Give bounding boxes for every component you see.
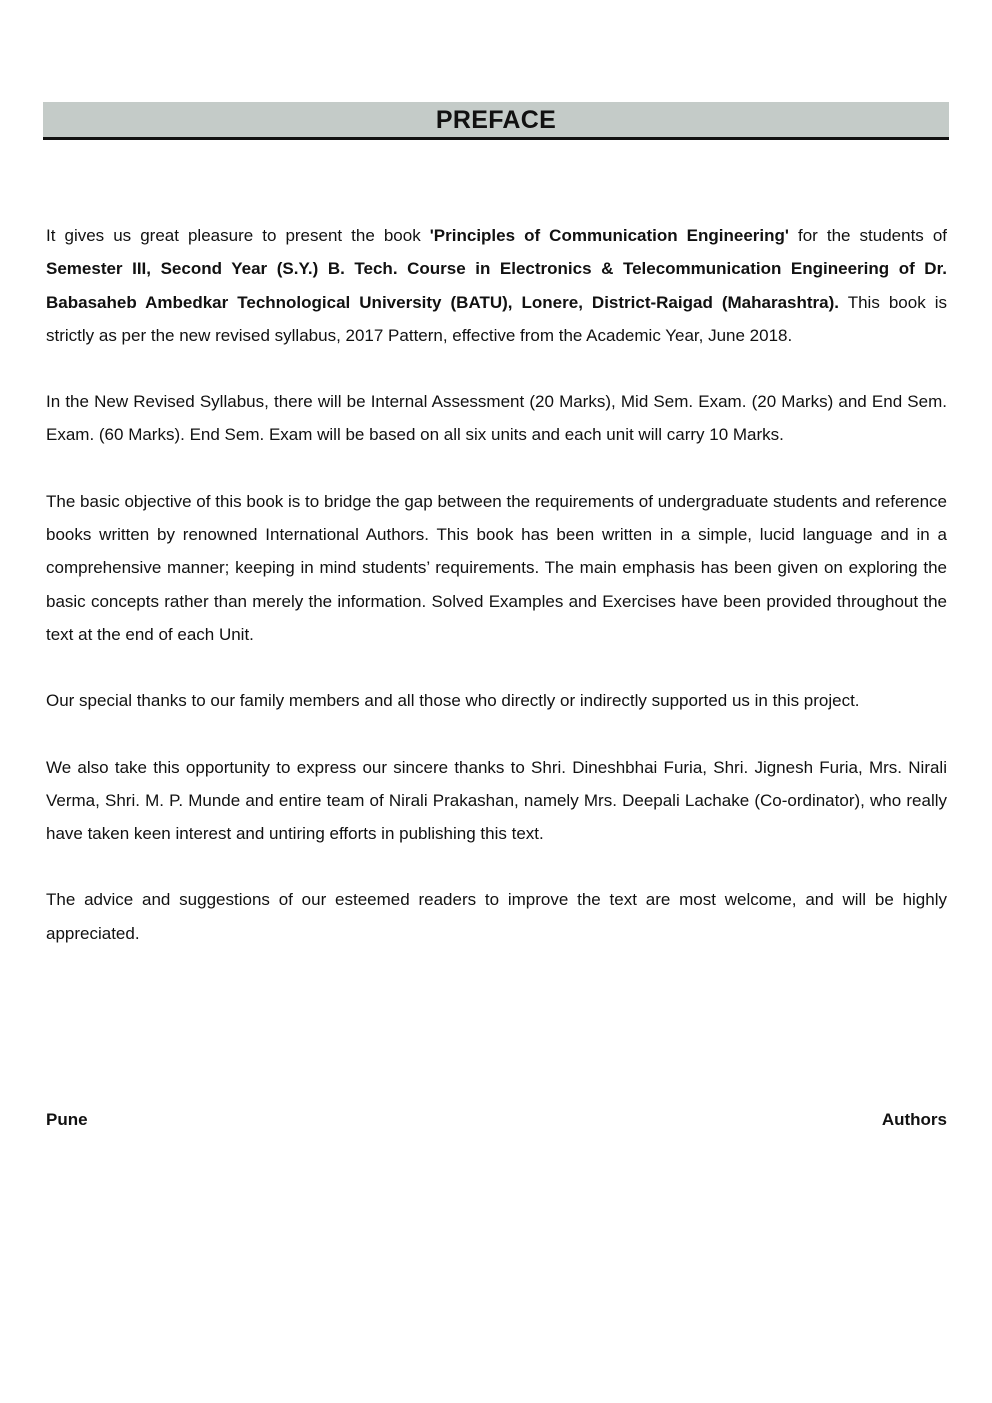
intro-text: for the students of [788,226,948,245]
paragraph: In the New Revised Syllabus, there will be Internal Assessment (20 Marks), Mid Sem. Exam. (20 Marks) and End Sem. Exam. (60 Marks). End Sem. Exam will be based on all six units and each unit will carry 10 Marks. [46,392,947,445]
book-title: 'Principles of Communication Engineering' [429,226,789,245]
title-bar [43,102,949,140]
place: Pune [46,1110,88,1129]
footer [46,1110,947,1130]
signature: Authors [881,1110,947,1129]
paragraph: Our special thanks to our family members and all those who directly or indirectly supported us in this project. [46,691,860,711]
page-title: PREFACE [435,106,557,134]
paragraph: The advice and suggestions of our esteemed readers to improve the text are most welcome, and will be highly appreciated. [46,890,947,943]
course-details: Semester III, Second Year (S.Y.) B. Tech. Course in Electronics & Telecommunication Engineering of Dr. Babasaheb Ambedkar Technological University (BATU), Lonere, District-Raigad (Maharashtra). [46,259,947,312]
paragraph-intro [46,219,947,352]
intro-text: This book is strictly as per the new revised syllabus, 2017 Pattern, effective from the Academic Year, June 2018. [46,292,947,345]
paragraph: The basic objective of this book is to bridge the gap between the requirements of undergraduate students and reference books written by renowned International Authors. This book has been written in a simple, lucid language and in a comprehensive manner; keeping in mind students’ requirements. The main emphasis has been given on exploring the basic concepts rather than merely the information. Solved Examples and Exercises have been provided throughout the text at the end of each Unit. [46,491,947,644]
preface-body [46,219,947,983]
intro-text: It gives us great pleasure to present the book [46,226,430,245]
paragraph: We also take this opportunity to express our sincere thanks to Shri. Dineshbhai Furia, Shri. Jignesh Furia, Mrs. Nirali Verma, Shri. M. P. Munde and entire team of Nirali Prakashan, namely Mrs. Deepali Lachake (Co-ordinator), who really have taken keen interest and untiring efforts in publishing this text. [46,757,947,844]
